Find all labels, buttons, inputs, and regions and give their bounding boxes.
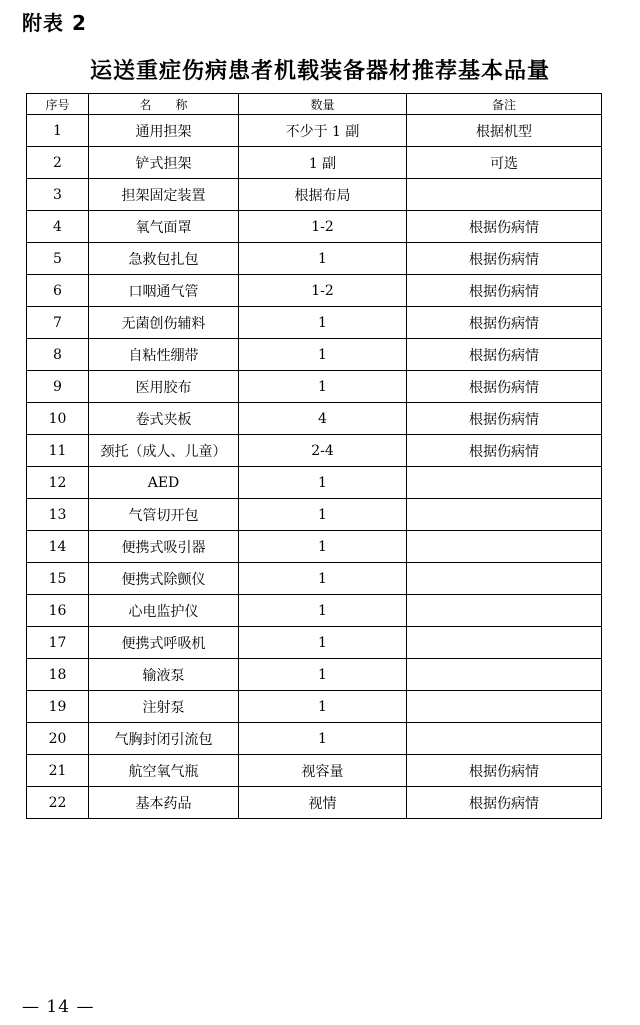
cell-no: 4 <box>27 211 89 243</box>
table-row <box>27 787 602 819</box>
cell-no: 9 <box>27 371 89 403</box>
column-header-name: 名 称 <box>89 94 239 115</box>
cell-quantity: 根据布局 <box>239 179 407 211</box>
cell-no: 7 <box>27 307 89 339</box>
cell-note: 根据伤病情 <box>407 211 602 243</box>
cell-note: 根据伤病情 <box>407 435 602 467</box>
table-row <box>27 723 602 755</box>
table-row <box>27 531 602 563</box>
column-header-quantity: 数量 <box>239 94 407 115</box>
cell-no: 14 <box>27 531 89 563</box>
table-row <box>27 755 602 787</box>
cell-note <box>407 531 602 563</box>
cell-note <box>407 595 602 627</box>
table-row <box>27 467 602 499</box>
cell-name: 注射泵 <box>89 691 239 723</box>
cell-note <box>407 467 602 499</box>
cell-name: 无菌创伤辅料 <box>89 307 239 339</box>
cell-quantity: 4 <box>239 403 407 435</box>
cell-name: 基本药品 <box>89 787 239 819</box>
cell-quantity: 视容量 <box>239 755 407 787</box>
table-row <box>27 211 602 243</box>
cell-quantity: 1 <box>239 371 407 403</box>
cell-quantity: 不少于 1 副 <box>239 115 407 147</box>
cell-name: 心电监护仪 <box>89 595 239 627</box>
cell-quantity: 1-2 <box>239 211 407 243</box>
cell-no: 5 <box>27 243 89 275</box>
cell-no: 16 <box>27 595 89 627</box>
cell-note: 根据伤病情 <box>407 371 602 403</box>
cell-no: 18 <box>27 659 89 691</box>
cell-note: 根据伤病情 <box>407 275 602 307</box>
cell-note: 根据伤病情 <box>407 755 602 787</box>
cell-name: 口咽通气管 <box>89 275 239 307</box>
table-row <box>27 147 602 179</box>
cell-quantity: 1 <box>239 563 407 595</box>
table-row <box>27 499 602 531</box>
cell-quantity: 1-2 <box>239 275 407 307</box>
table-row <box>27 115 602 147</box>
table-body <box>27 115 602 819</box>
cell-quantity: 1 <box>239 595 407 627</box>
cell-no: 10 <box>27 403 89 435</box>
cell-quantity: 1 <box>239 531 407 563</box>
cell-no: 15 <box>27 563 89 595</box>
cell-no: 19 <box>27 691 89 723</box>
cell-no: 6 <box>27 275 89 307</box>
table-row <box>27 659 602 691</box>
cell-quantity: 1 <box>239 307 407 339</box>
cell-name: 便携式呼吸机 <box>89 627 239 659</box>
cell-note <box>407 179 602 211</box>
cell-no: 3 <box>27 179 89 211</box>
cell-note: 根据机型 <box>407 115 602 147</box>
cell-no: 17 <box>27 627 89 659</box>
cell-note <box>407 627 602 659</box>
cell-name: AED <box>89 467 239 499</box>
page-number: — 14 — <box>22 997 95 1017</box>
cell-quantity: 1 <box>239 691 407 723</box>
cell-quantity: 视情 <box>239 787 407 819</box>
table-row <box>27 307 602 339</box>
cell-quantity: 1 <box>239 723 407 755</box>
table-header-row <box>27 94 602 115</box>
table-row <box>27 339 602 371</box>
table-row <box>27 275 602 307</box>
cell-note: 根据伤病情 <box>407 403 602 435</box>
cell-name: 输液泵 <box>89 659 239 691</box>
cell-no: 11 <box>27 435 89 467</box>
cell-note <box>407 499 602 531</box>
cell-note <box>407 723 602 755</box>
cell-quantity: 1 <box>239 467 407 499</box>
cell-quantity: 1 副 <box>239 147 407 179</box>
cell-no: 22 <box>27 787 89 819</box>
table-row <box>27 179 602 211</box>
cell-name: 便携式除颤仪 <box>89 563 239 595</box>
document-title: 运送重症伤病患者机载装备器材推荐基本品量 <box>89 59 550 84</box>
cell-no: 21 <box>27 755 89 787</box>
cell-note: 根据伤病情 <box>407 787 602 819</box>
cell-note <box>407 659 602 691</box>
table-row <box>27 243 602 275</box>
cell-note <box>407 691 602 723</box>
cell-no: 13 <box>27 499 89 531</box>
cell-name: 气胸封闭引流包 <box>89 723 239 755</box>
table-row <box>27 371 602 403</box>
table-row <box>27 435 602 467</box>
cell-no: 8 <box>27 339 89 371</box>
cell-note: 根据伤病情 <box>407 307 602 339</box>
cell-note <box>407 563 602 595</box>
cell-note: 可选 <box>407 147 602 179</box>
cell-no: 2 <box>27 147 89 179</box>
cell-name: 自粘性绷带 <box>89 339 239 371</box>
cell-quantity: 1 <box>239 627 407 659</box>
table-row <box>27 563 602 595</box>
cell-no: 20 <box>27 723 89 755</box>
cell-name: 急救包扎包 <box>89 243 239 275</box>
cell-name: 卷式夹板 <box>89 403 239 435</box>
cell-note: 根据伤病情 <box>407 339 602 371</box>
cell-quantity: 1 <box>239 243 407 275</box>
cell-name: 担架固定装置 <box>89 179 239 211</box>
cell-name: 氧气面罩 <box>89 211 239 243</box>
cell-name: 便携式吸引器 <box>89 531 239 563</box>
appendix-label: 附表 2 <box>22 11 87 35</box>
table-row <box>27 627 602 659</box>
equipment-table <box>26 93 602 819</box>
cell-note: 根据伤病情 <box>407 243 602 275</box>
cell-no: 12 <box>27 467 89 499</box>
table-row <box>27 691 602 723</box>
table-row <box>27 595 602 627</box>
cell-quantity: 1 <box>239 659 407 691</box>
table-row <box>27 403 602 435</box>
cell-no: 1 <box>27 115 89 147</box>
cell-name: 气管切开包 <box>89 499 239 531</box>
column-header-note: 备注 <box>407 94 602 115</box>
column-header-no: 序号 <box>27 94 89 115</box>
cell-quantity: 2-4 <box>239 435 407 467</box>
cell-quantity: 1 <box>239 499 407 531</box>
cell-name: 铲式担架 <box>89 147 239 179</box>
cell-name: 通用担架 <box>89 115 239 147</box>
cell-quantity: 1 <box>239 339 407 371</box>
cell-name: 医用胶布 <box>89 371 239 403</box>
cell-name: 颈托（成人、儿童） <box>89 435 239 467</box>
cell-name: 航空氧气瓶 <box>89 755 239 787</box>
